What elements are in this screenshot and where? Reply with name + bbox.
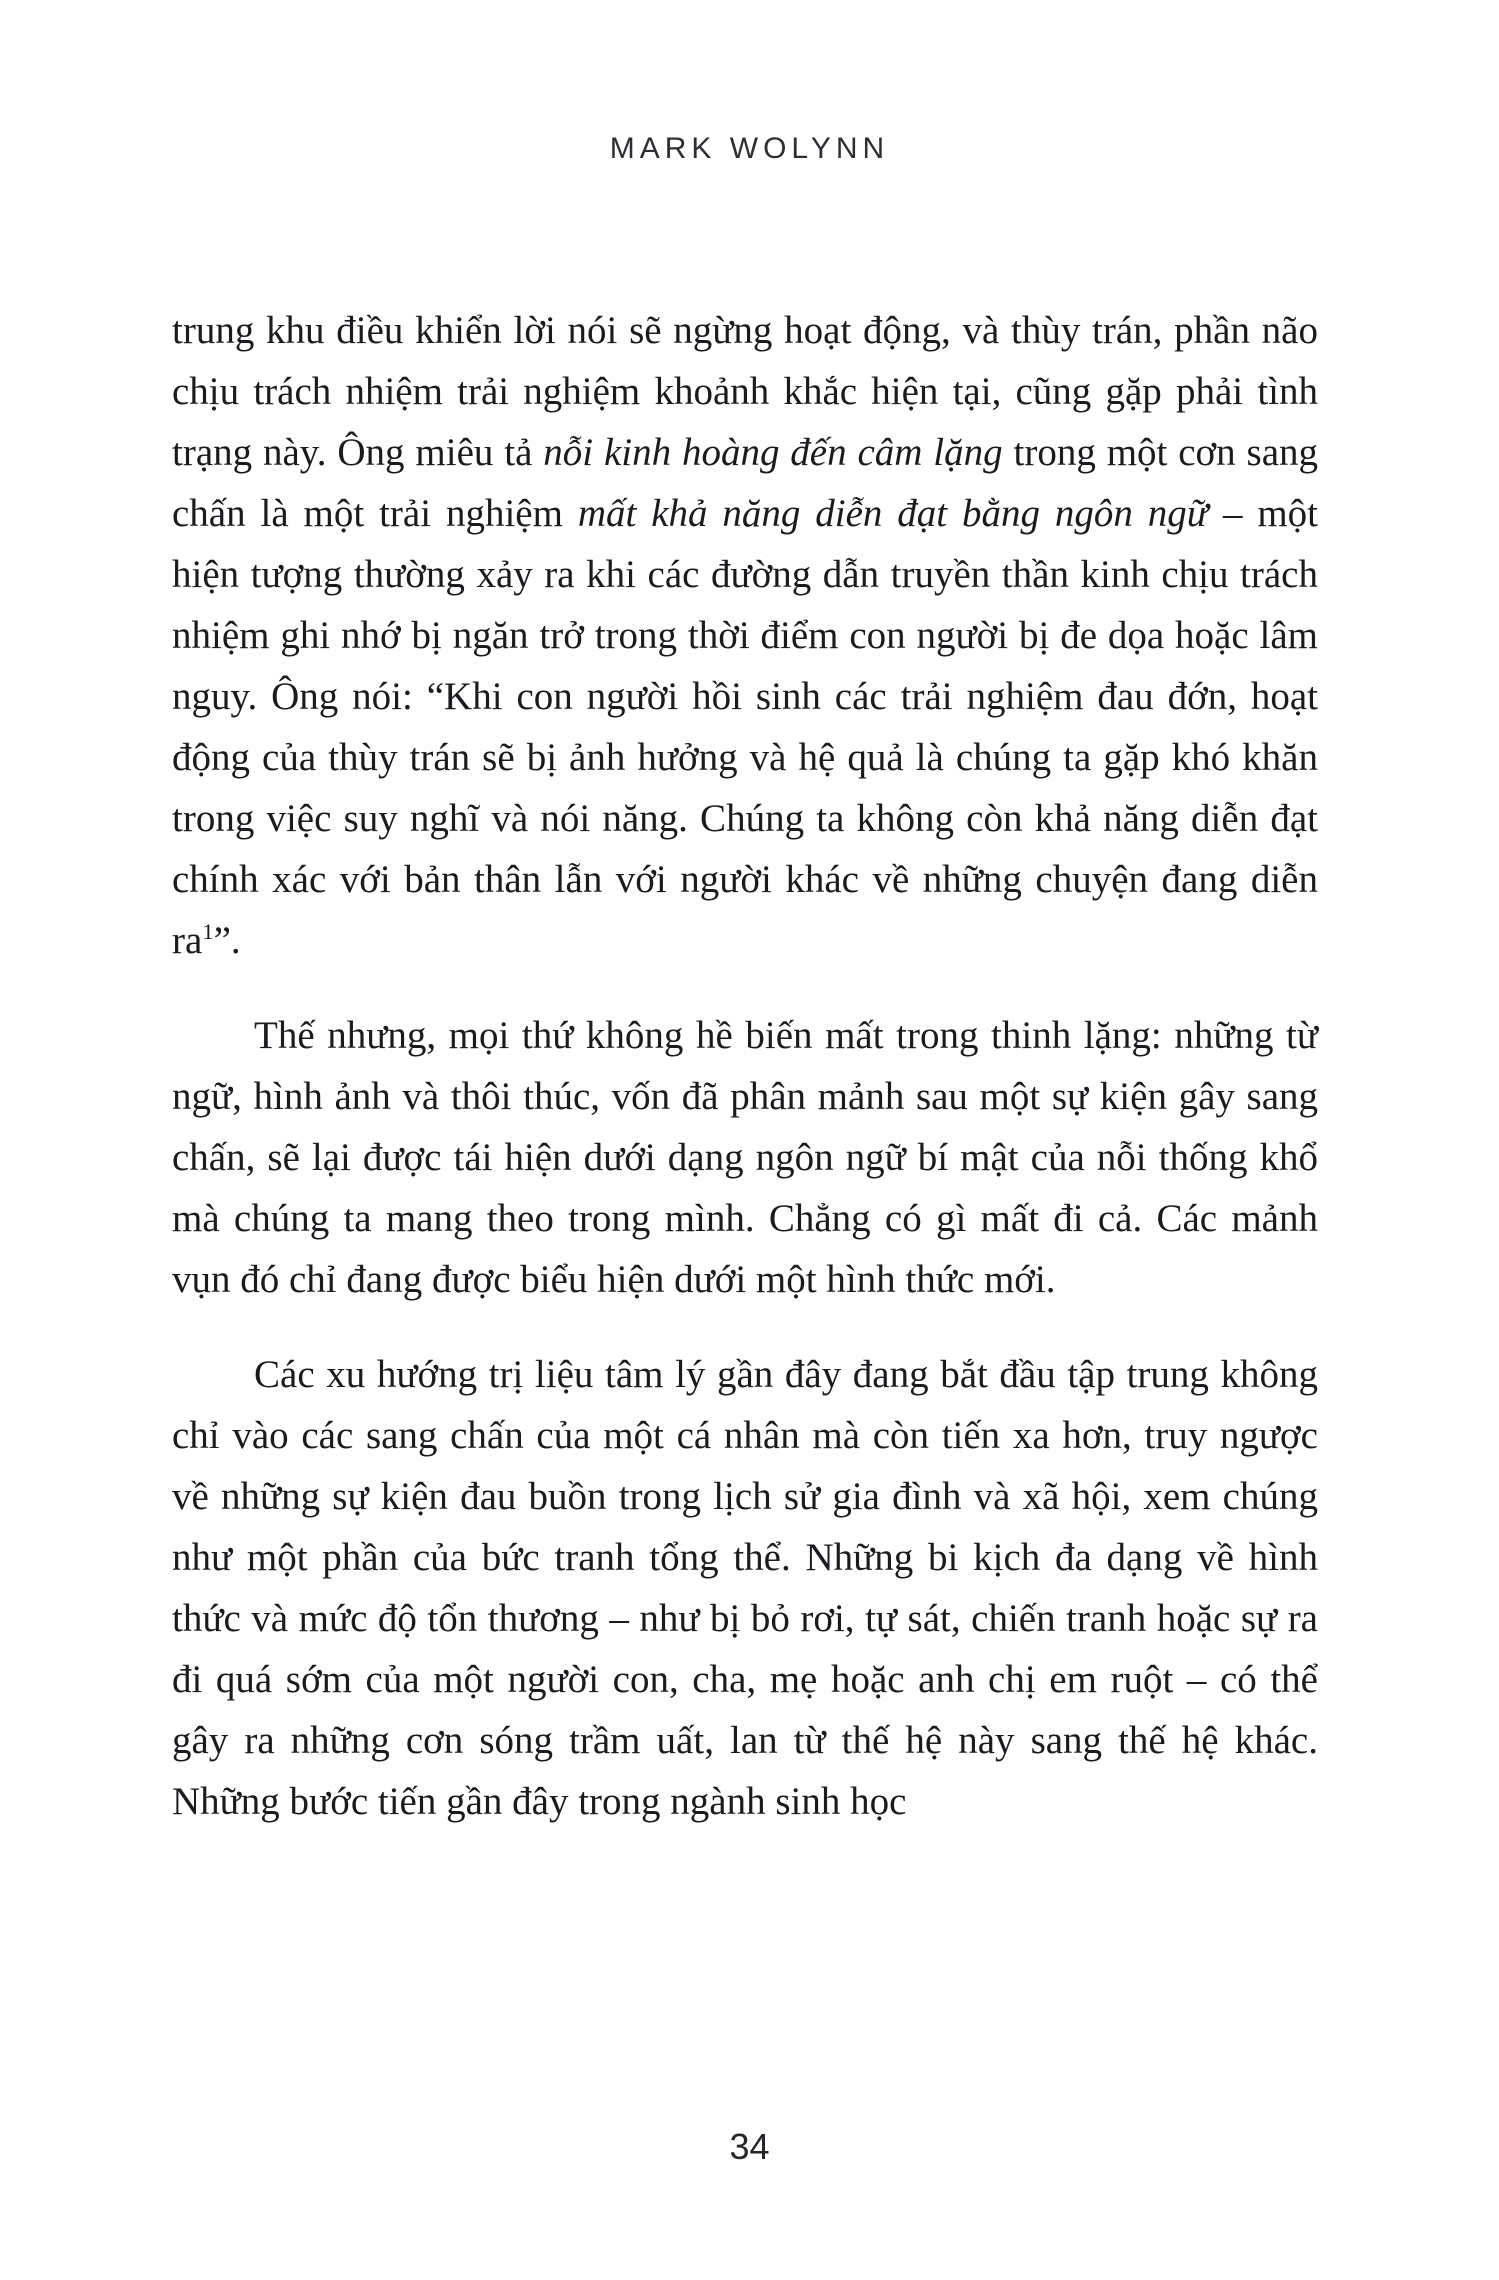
body-text	[172, 300, 1318, 1832]
text-run: Thế nhưng, mọi thứ không hề biến mất trong thinh lặng: những từ ngữ, hình ảnh và thôi thúc, vốn đã phân mảnh sau một sự kiện gây sang chấn, sẽ lại được tái hiện dưới dạng ngôn ngữ bí mật của nỗi thống khổ mà chúng ta mang theo trong mình. Chẳng có gì mất đi cả. Các mảnh vụn đó chỉ đang được biểu hiện dưới một hình thức mới.	[172, 1014, 1318, 1301]
text-run: – một hiện tượng thường xảy ra khi các đường dẫn truyền thần kinh chịu trách nhiệm ghi nhớ bị ngăn trở trong thời điểm con người bị đe dọa hoặc lâm nguy. Ông nói: “Khi con người hồi sinh các trải nghiệm đau đớn, hoạt động của thùy trán sẽ bị ảnh hưởng và hệ quả là chúng ta gặp khó khăn trong việc suy nghĩ và nói năng. Chúng ta không còn khả năng diễn đạt chính xác với bản thân lẫn với người khác về những chuyện đang diễn ra	[172, 492, 1319, 962]
text-run: ”.	[213, 919, 241, 962]
running-header: MARK WOLYNN	[609, 132, 890, 165]
paragraph	[172, 1005, 1318, 1310]
text-run: trung khu điều khiển lời nói sẽ ngừng hoạt động, và thùy trán, phần não chịu trách nhiệm trải nghiệm khoảnh khắc hiện tại, cũng gặp phải tình trạng này. Ông miêu tả	[172, 309, 1318, 474]
italic-phrase: mất khả năng diễn đạt bằng ngôn ngữ	[577, 492, 1209, 535]
page-number: 34	[729, 2126, 770, 2167]
footnote-marker: 1	[202, 919, 214, 944]
italic-phrase: nỗi kinh hoàng đến câm lặng	[543, 431, 1003, 474]
text-run: trong một cơn sang chấn là một trải nghiệm	[172, 431, 1319, 535]
text-run: Các xu hướng trị liệu tâm lý gần đây đang bắt đầu tập trung không chỉ vào các sang chấn của một cá nhân mà còn tiến xa hơn, truy ngược về những sự kiện đau buồn trong lịch sử gia đình và xã hội, xem chúng như một phần của bức tranh tổng thể. Những bi kịch đa dạng về hình thức và mức độ tổn thương – như bị bỏ rơi, tự sát, chiến tranh hoặc sự ra đi quá sớm của một người con, cha, mẹ hoặc anh chị em ruột – có thể gây ra những cơn sóng trầm uất, lan từ thế hệ này sang thế hệ khác. Những bước tiến gần đây trong ngành sinh học	[172, 1353, 1318, 1823]
paragraph	[172, 1344, 1318, 1832]
paragraph	[172, 300, 1318, 971]
